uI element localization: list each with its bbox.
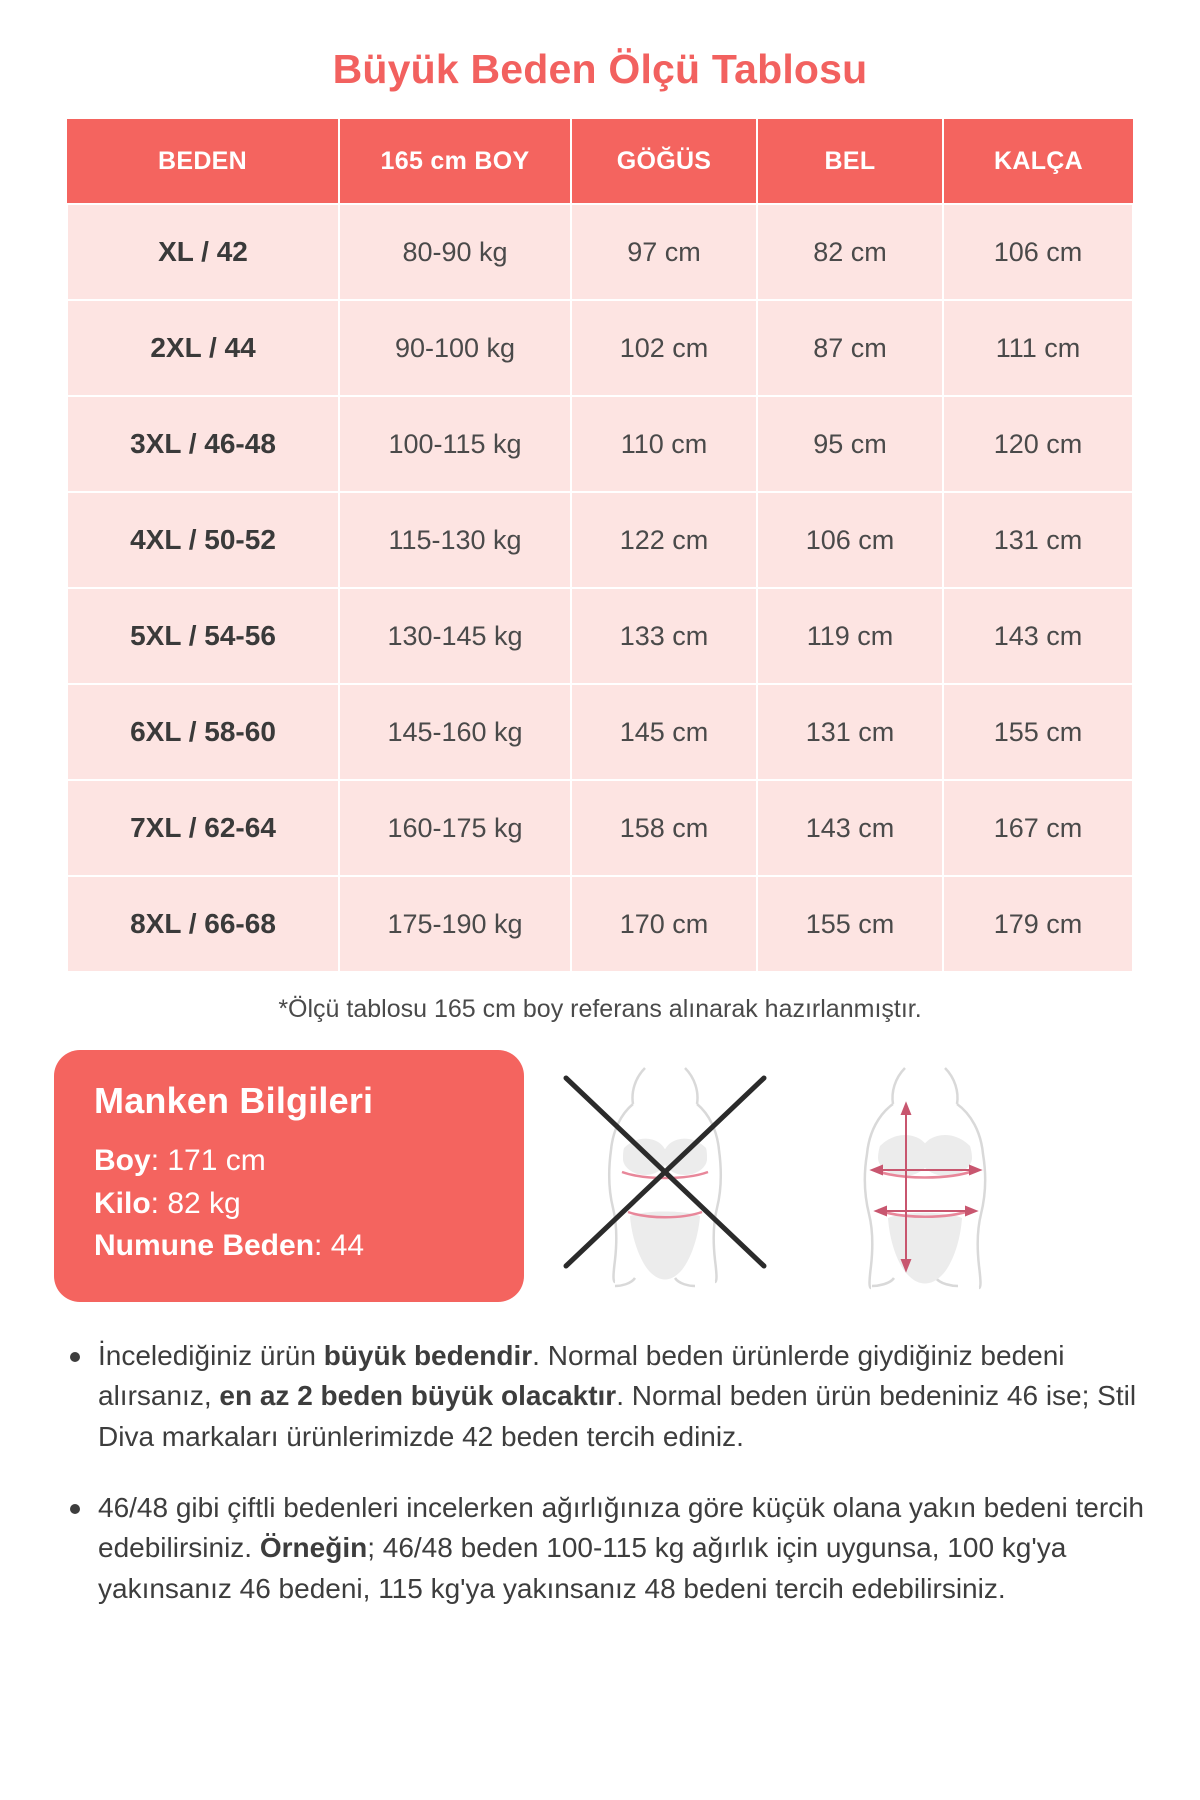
cell-beden: 6XL / 58-60 xyxy=(67,684,339,780)
cell-gogus: 122 cm xyxy=(571,492,757,588)
cell-gogus: 170 cm xyxy=(571,876,757,972)
table-note: *Ölçü tablosu 165 cm boy referans alınarak hazırlanmıştır. xyxy=(278,995,922,1023)
measurement-correct-icon xyxy=(810,1060,1040,1290)
model-weight-value: : 82 kg xyxy=(150,1186,241,1220)
column-header-beden: BEDEN xyxy=(67,119,339,204)
cell-beden: 4XL / 50-52 xyxy=(67,492,339,588)
cell-gogus: 102 cm xyxy=(571,300,757,396)
table-row xyxy=(67,300,1133,396)
cell-beden: XL / 42 xyxy=(67,204,339,300)
cell-boy: 80-90 kg xyxy=(339,204,571,300)
model-height-value: : 171 cm xyxy=(150,1144,266,1177)
cell-gogus: 97 cm xyxy=(571,204,757,300)
cell-boy: 100-115 kg xyxy=(339,396,571,492)
cell-gogus: 110 cm xyxy=(571,396,757,492)
table-header-row xyxy=(67,119,1133,204)
table-row xyxy=(67,588,1133,684)
cell-beden: 5XL / 54-56 xyxy=(67,588,339,684)
list-item xyxy=(64,1336,1144,1458)
column-header-bel: BEL xyxy=(757,119,943,204)
model-info-heading: Manken Bilgileri xyxy=(94,1080,374,1121)
cell-beden: 3XL / 46-48 xyxy=(67,396,339,492)
cell-boy: 145-160 kg xyxy=(339,684,571,780)
cell-bel: 119 cm xyxy=(757,588,943,684)
model-sample-size-value: : 44 xyxy=(314,1229,365,1263)
cell-kalca: 167 cm xyxy=(943,780,1133,876)
cell-beden: 2XL / 44 xyxy=(67,300,339,396)
cell-beden: 7XL / 62-64 xyxy=(67,780,339,876)
table-row xyxy=(67,684,1133,780)
model-info-row xyxy=(46,1050,1154,1302)
cell-beden: 8XL / 66-68 xyxy=(67,876,339,972)
table-row xyxy=(67,492,1133,588)
cell-kalca: 120 cm xyxy=(943,396,1133,492)
size-notes-list xyxy=(46,1336,1154,1610)
measurement-wrong-icon xyxy=(550,1060,780,1290)
cell-kalca: 143 cm xyxy=(943,588,1133,684)
note-text: İncelediğiniz ürün xyxy=(98,1339,324,1371)
model-sample-size-label: Numune Beden xyxy=(94,1229,315,1263)
page-title: Büyük Beden Ölçü Tablosu xyxy=(332,46,868,92)
cell-boy: 90-100 kg xyxy=(339,300,571,396)
cell-boy: 115-130 kg xyxy=(339,492,571,588)
column-header-kalca: KALÇA xyxy=(943,119,1133,204)
table-row xyxy=(67,780,1133,876)
cell-bel: 95 cm xyxy=(757,396,943,492)
column-header-boy: 165 cm BOY xyxy=(339,119,571,204)
cell-gogus: 133 cm xyxy=(571,588,757,684)
cell-bel: 131 cm xyxy=(757,684,943,780)
note-emphasis: en az 2 beden büyük olacaktır xyxy=(219,1380,617,1412)
table-row xyxy=(67,876,1133,972)
table-row xyxy=(67,204,1133,300)
cell-gogus: 158 cm xyxy=(571,780,757,876)
model-height-line xyxy=(94,1140,490,1183)
note-text: 46/48 gibi çiftli bedenleri incelerken ağırlığınıza göre küçük olana yakın bedeni tercih edebilirsiniz. xyxy=(98,1491,1144,1564)
cell-boy: 175-190 kg xyxy=(339,876,571,972)
cell-bel: 143 cm xyxy=(757,780,943,876)
column-header-gogus: GÖĞÜS xyxy=(571,119,757,204)
model-info-card xyxy=(54,1050,524,1302)
model-sample-size-line xyxy=(94,1225,490,1268)
cell-boy: 160-175 kg xyxy=(339,780,571,876)
list-item xyxy=(64,1488,1144,1610)
cell-gogus: 145 cm xyxy=(571,684,757,780)
table-row xyxy=(67,396,1133,492)
cell-kalca: 106 cm xyxy=(943,204,1133,300)
cell-bel: 155 cm xyxy=(757,876,943,972)
measurement-correct-figure xyxy=(810,1060,1040,1290)
size-chart-table xyxy=(66,119,1134,973)
model-weight-line xyxy=(94,1183,490,1226)
cell-kalca: 179 cm xyxy=(943,876,1133,972)
cell-kalca: 131 cm xyxy=(943,492,1133,588)
model-weight-label: Kilo xyxy=(94,1186,151,1220)
cell-kalca: 111 cm xyxy=(943,300,1133,396)
measurement-wrong-figure xyxy=(550,1060,780,1290)
cell-kalca: 155 cm xyxy=(943,684,1133,780)
note-text: . Normal beden ürün bedeniniz 46 ise; Stil Diva markaları ürünlerimizde 42 beden tercih ediniz. xyxy=(98,1380,1137,1452)
cell-bel: 87 cm xyxy=(757,300,943,396)
note-text: . Normal beden ürünlerde giydiğiniz bedeni alırsanız, xyxy=(98,1339,1065,1412)
note-text: ; 46/48 beden 100-115 kg ağırlık için uygunsa, 100 kg'ya yakınsanız 46 bedeni, 115 kg'ya yakınsanız 48 bedeni tercih edebilirsiniz. xyxy=(98,1532,1067,1604)
cell-bel: 82 cm xyxy=(757,204,943,300)
note-emphasis: Örneğin xyxy=(259,1532,368,1564)
cell-bel: 106 cm xyxy=(757,492,943,588)
cell-boy: 130-145 kg xyxy=(339,588,571,684)
measurement-figures xyxy=(550,1050,1040,1290)
note-emphasis: büyük bedendir xyxy=(323,1339,533,1371)
model-height-label: Boy xyxy=(94,1144,151,1177)
